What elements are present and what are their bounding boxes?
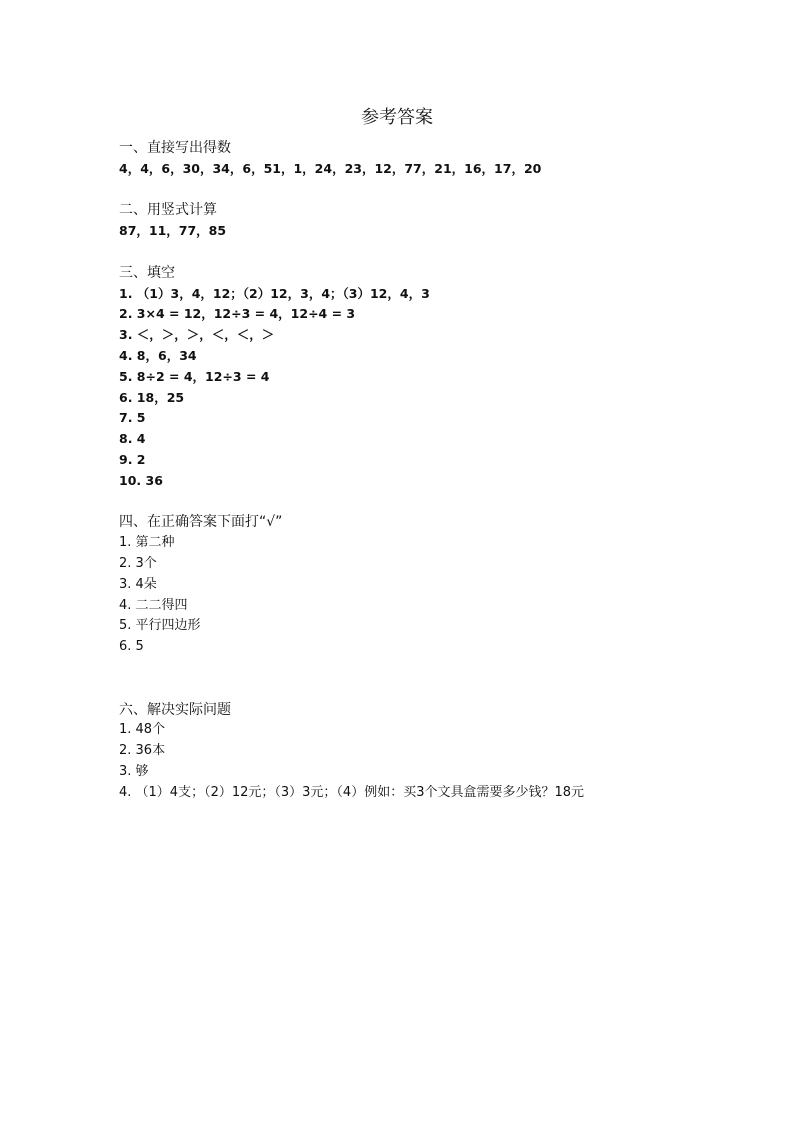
section-4-item: 2. 3个	[119, 555, 157, 571]
section-3-item: 5. 8÷2 = 4，12÷3 = 4	[119, 368, 270, 384]
section-6-item: 4. （1）4支；（2）12元；（3）3元；（4）例如：买3个文具盒需要多少钱？18元	[119, 784, 585, 800]
section-1-answers: 4，4，6，30，34，6，51，1，24，23，12，77，21，16，17，20	[119, 160, 542, 176]
section-1-heading: 一、直接写出得数	[119, 140, 231, 156]
section-3-item: 2. 3×4 = 12，12÷3 = 4，12÷4 = 3	[119, 306, 356, 322]
section-3-item: 10. 36	[119, 472, 163, 488]
section-3-item: 9. 2	[119, 451, 146, 467]
answer-content	[119, 138, 759, 804]
spacer	[119, 658, 759, 700]
section-3-item: 6. 18，25	[119, 389, 185, 405]
section-2-heading: 二、用竖式计算	[119, 202, 217, 219]
section-6-item: 3. 够	[119, 763, 149, 779]
section-4-item: 5. 平行四边形	[119, 618, 201, 634]
section-3-item: 4. 8，6，34	[119, 347, 197, 363]
section-3-item: 1. （1）3，4，12；（2）12，3，4；（3）12，4，3	[119, 285, 430, 301]
spacer	[119, 242, 759, 263]
section-3-heading: 三、填空	[119, 264, 175, 281]
section-4-item: 6. 5	[119, 639, 144, 655]
section-4-item: 1. 第二种	[119, 535, 175, 551]
section-3-item: 7. 5	[119, 410, 146, 426]
section-6-item: 2. 36本	[119, 743, 166, 759]
section-4-heading: 四、在正确答案下面打“√”	[119, 514, 283, 531]
spacer	[119, 492, 759, 513]
section-6-heading: 六、解决实际问题	[119, 701, 231, 718]
section-3-item: 3. ＜，＞，＞，＜，＜，＞	[119, 327, 275, 343]
page-title: 参考答案	[361, 107, 433, 128]
section-4-item: 4. 二二得四	[119, 597, 188, 613]
section-6-item: 1. 48个	[119, 722, 166, 738]
section-2-answers: 87，11，77，85	[119, 223, 227, 239]
spacer	[119, 180, 759, 201]
section-4-item: 3. 4朵	[119, 576, 157, 592]
section-3-item: 8. 4	[119, 431, 146, 447]
